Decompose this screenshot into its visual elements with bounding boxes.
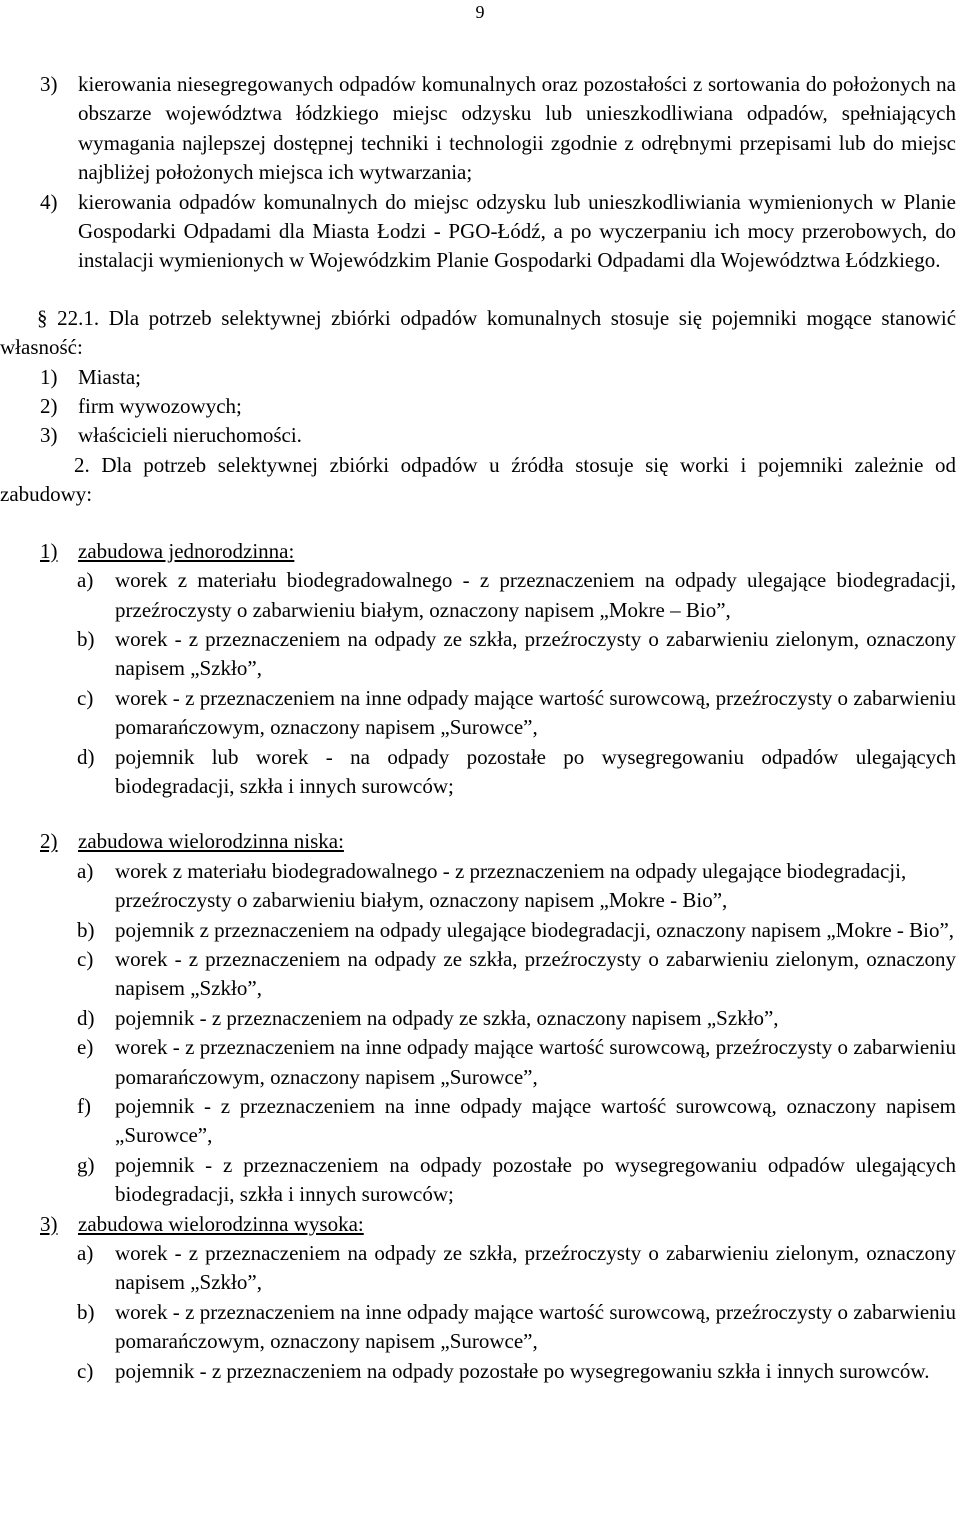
sub-item-text: pojemnik - z przeznaczeniem na odpady pozostałe po wysegregowaniu szkła i innych surowców. — [115, 1358, 930, 1383]
sub-item-text: worek - z przeznaczeniem na odpady ze szkła, przeźroczysty o zabarwieniu zielonym, oznaczony napisem „Szkło”, — [115, 946, 956, 1001]
zabudowa-heading — [40, 537, 956, 566]
sub-item-letter: d) — [77, 744, 95, 769]
sub-item — [77, 684, 956, 743]
item-number: 4) — [40, 189, 58, 214]
sub-item-letter: d) — [77, 1005, 95, 1030]
sub-item — [77, 916, 956, 945]
list-item — [40, 392, 956, 421]
item-number: 3) — [40, 1211, 58, 1236]
item-text: Miasta; — [78, 364, 141, 389]
sub-item — [77, 1004, 956, 1033]
sub-item-text: pojemnik z przeznaczeniem na odpady ulegające biodegradacji, oznaczony napisem „Mokre - Bio”, — [115, 917, 955, 942]
zabudowa-title: zabudowa jednorodzinna: — [78, 538, 295, 563]
sub-item-letter: a) — [77, 1241, 94, 1266]
sub-item — [77, 1298, 956, 1357]
sub-item-text: pojemnik lub worek - na odpady pozostałe po wysegregowaniu odpadów ulegających biodegradacji, szkła i innych surowców; — [115, 744, 956, 798]
sub-item-letter: c) — [77, 1358, 94, 1383]
list-item — [40, 70, 956, 188]
sub-item — [77, 1151, 956, 1210]
sub-item-text: worek z materiału biodegradowalnego - z przeznaczeniem na odpady ulegające biodegradacji, przeźroczysty o zabarwieniu białym, oznaczony napisem „Mokre – Bio”, — [115, 568, 956, 622]
sub-item-letter: b) — [77, 626, 95, 651]
sub-item-text: worek - z przeznaczeniem na inne odpady mające wartość surowcową, przeźroczysty o zabarwieniu pomarańczowym, oznaczony napisem „Surowce”, — [115, 1035, 956, 1089]
page-number: 9 — [475, 2, 485, 22]
sub-item-letter: g) — [77, 1152, 95, 1177]
sub-item-text-continued: przeźroczysty o zabarwieniu białym, oznaczony napisem „Mokre - Bio”, — [115, 888, 728, 913]
sub-item — [77, 625, 956, 684]
sub-item — [77, 743, 956, 802]
sub-item-text: worek - z przeznaczeniem na odpady ze szkła, przeźroczysty o zabarwieniu zielonym, oznaczony napisem „Szkło”, — [115, 1241, 956, 1295]
sub-item-letter: c) — [77, 685, 94, 710]
sub-item — [77, 1239, 956, 1298]
list-item — [40, 421, 956, 450]
item-number: 1) — [40, 364, 58, 389]
zabudowa-title: zabudowa wielorodzinna wysoka: — [78, 1211, 364, 1236]
sub-item-text: worek - z przeznaczeniem na inne odpady mające wartość surowcową, przeźroczysty o zabarwieniu pomarańczowym, oznaczony napisem „Surowce”, — [115, 685, 956, 740]
sub-item-letter: a) — [77, 858, 94, 883]
sub-item-letter: c) — [77, 946, 94, 971]
item-number: 2) — [40, 394, 58, 419]
sub-item-text: pojemnik - z przeznaczeniem na odpady ze szkła, oznaczony napisem „Szkło”, — [115, 1005, 779, 1030]
list-item — [40, 363, 956, 392]
section-mark: § 22.1. — [37, 305, 100, 330]
zabudowa-heading — [40, 827, 956, 856]
section-2 — [0, 451, 956, 510]
item-text: kierowania odpadów komunalnych do miejsc odzysku lub unieszkodliwiania wymienionych w Planie Gospodarki Odpadami dla Miasta Łodzi - PGO-Łódź, a po wyczerpaniu ich mocy przerobowych, do instalacji wymienionych w Wojewódzkim Planie Gospodarki Odpadami dla Województwa Łódzkiego. — [78, 189, 956, 273]
list-item — [40, 188, 956, 276]
section-22-1 — [0, 304, 956, 363]
item-text: właścicieli nieruchomości. — [78, 423, 302, 448]
sub-item-text: pojemnik - z przeznaczeniem na odpady pozostałe po wysegregowaniu odpadów ulegających biodegradacji, szkła i innych surowców; — [115, 1152, 956, 1207]
item-number: 3) — [40, 423, 58, 448]
sub-item-letter: b) — [77, 1299, 95, 1324]
zabudowa-heading — [40, 1210, 956, 1239]
section-text: Dla potrzeb selektywnej zbiórki odpadów u źródła stosuje się worki i pojemniki zależnie od zabudowy: — [0, 452, 956, 507]
sub-item-letter: f) — [77, 1094, 91, 1118]
sub-item-text: pojemnik - z przeznaczeniem na inne odpady mające wartość surowcową, oznaczony napisem „Surowce”, — [115, 1094, 956, 1148]
sub-item-letter: b) — [77, 917, 95, 942]
sub-item-text: worek - z przeznaczeniem na inne odpady mające wartość surowcową, przeźroczysty o zabarwieniu pomarańczowym, oznaczony napisem „Surowce”, — [115, 1299, 956, 1354]
sub-item — [77, 566, 956, 625]
item-number: 2) — [40, 829, 58, 854]
sub-item-text: worek z materiału biodegradowalnego - z przeznaczeniem na odpady ulegające biodegradacji, — [115, 858, 907, 883]
item-number: 1) — [40, 538, 58, 563]
sub-item-letter: e) — [77, 1035, 94, 1060]
sub-item — [77, 857, 956, 916]
sub-item — [77, 1033, 956, 1092]
document-body — [0, 70, 957, 1386]
item-number: 3) — [40, 72, 58, 96]
sub-item-text: worek - z przeznaczeniem na odpady ze szkła, przeźroczysty o zabarwieniu zielonym, oznaczony napisem „Szkło”, — [115, 626, 956, 681]
sub-item — [77, 1357, 956, 1386]
sub-item — [77, 945, 956, 1004]
zabudowa-title: zabudowa wielorodzinna niska: — [78, 829, 344, 854]
section-mark: 2. — [74, 452, 90, 477]
sub-item — [77, 1092, 956, 1151]
section-text: Dla potrzeb selektywnej zbiórki odpadów komunalnych stosuje się pojemniki mogące stanowić własność: — [0, 305, 957, 360]
sub-item-letter: a) — [77, 568, 94, 593]
item-text: firm wywozowych; — [78, 394, 242, 419]
item-text: kierowania niesegregowanych odpadów komunalnych oraz pozostałości z sortowania do położonych na obszarze województwa łódzkiego miejsc odzysku lub unieszkodliwiana odpadów, spełniających wymagania najlepszej dostępnej techniki i technologii zgodnie z odrębnymi przepisami lub do miejsc najbliżej położonych miejsca ich wytwarzania; — [78, 72, 956, 185]
